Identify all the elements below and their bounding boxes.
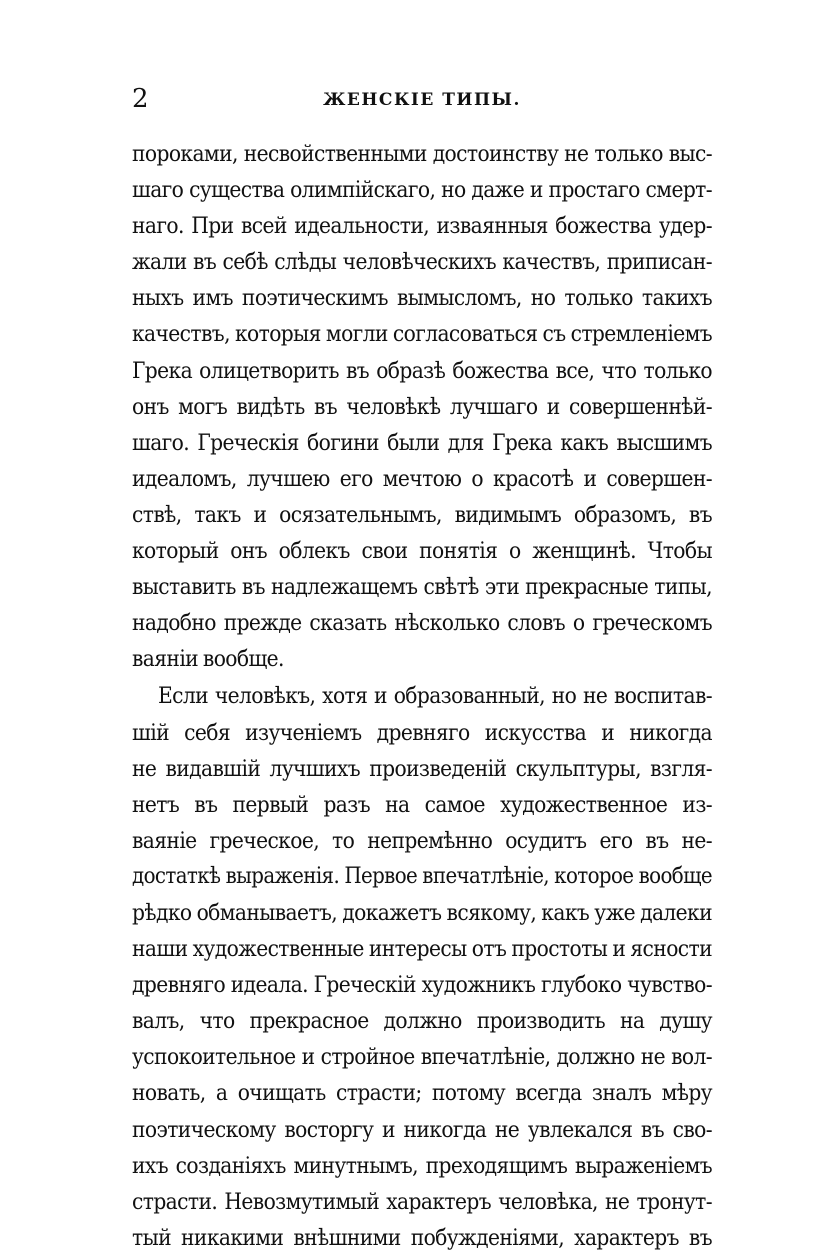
text-line: нетъ въ первый разъ на самое художественное из-	[132, 791, 712, 818]
text-line: идеаломъ, лучшею его мечтою о красотѣ и совершен-	[132, 465, 712, 492]
text-line: ныхъ имъ поэтическимъ вымысломъ, но только такихъ	[132, 285, 712, 312]
text-line: ваяніи вообще.	[132, 646, 284, 673]
text-line: успокоительное и стройное впечатлѣніе, должно не вол-	[132, 1044, 712, 1071]
text-line: жали въ себѣ слѣды человѣческихъ качествъ, приписан-	[132, 249, 712, 276]
text-line: шій себя изученіемъ древняго искусства и никогда	[132, 719, 712, 746]
text-line: наго. При всей идеальности, изваянныя божества удер-	[132, 213, 712, 240]
text-line: Если человѣкъ, хотя и образованный, но не воспитав-	[158, 683, 712, 710]
text-line: рѣдко обманываетъ, докажетъ всякому, какъ уже далеки	[132, 899, 712, 926]
text-line: шаго. Греческія богини были для Грека какъ высшимъ	[132, 429, 712, 456]
text-line: страсти. Невозмутимый характеръ человѣка, не тронут-	[132, 1188, 712, 1215]
text-line: надобно прежде сказать нѣсколько словъ о греческомъ	[132, 610, 712, 637]
text-line: поэтическому восторгу и никогда не увлекался въ сво-	[132, 1116, 712, 1143]
text-line: качествъ, которыя могли согласоваться съ стремленіемъ	[132, 321, 712, 348]
running-title: ЖЕНСКІЕ ТИПЫ.	[323, 90, 521, 110]
page-number: 2	[132, 84, 149, 114]
text-line: шаго существа олимпійскаго, но даже и простаго смерт-	[132, 177, 712, 204]
body-text	[132, 136, 712, 1256]
text-line: тый никакими внѣшними побужденіями, характеръ въ	[132, 1224, 712, 1251]
paragraph-2	[132, 678, 712, 1256]
text-line: ихъ созданіяхъ минутнымъ, преходящимъ выраженіемъ	[132, 1152, 712, 1179]
text-line: выставить въ надлежащемъ свѣтѣ эти прекрасные типы,	[132, 574, 712, 601]
text-line: древняго идеала. Греческій художникъ глубоко чувство-	[132, 972, 712, 999]
paragraph-1	[132, 136, 712, 677]
text-line: ствѣ, такъ и осязательнымъ, видимымъ образомъ, въ	[132, 501, 712, 528]
text-line: наши художественные интересы отъ простоты и ясности	[132, 936, 712, 963]
text-line: не видавшій лучшихъ произведеній скульптуры, взгля-	[132, 755, 712, 782]
text-line: Грека олицетворить въ образѣ божества все, что только	[132, 357, 712, 384]
text-line: онъ могъ видѣть въ человѣкѣ лучшаго и совершеннѣй-	[132, 393, 712, 420]
text-line: достаткѣ выраженія. Первое впечатлѣніе, которое вообще	[132, 863, 712, 889]
text-line: ваяніе греческое, то непремѣнно осудитъ его въ не-	[132, 827, 712, 854]
text-line: валъ, что прекрасное должно производить на душу	[132, 1008, 712, 1035]
text-line: который онъ облекъ свои понятія о женщинѣ. Чтобы	[132, 538, 712, 565]
text-line: новать, а очищать страсти; потому всегда зналъ мѣру	[132, 1080, 712, 1107]
page-header	[132, 84, 712, 118]
text-line: пороками, несвойственными достоинству не только выс-	[132, 141, 712, 167]
